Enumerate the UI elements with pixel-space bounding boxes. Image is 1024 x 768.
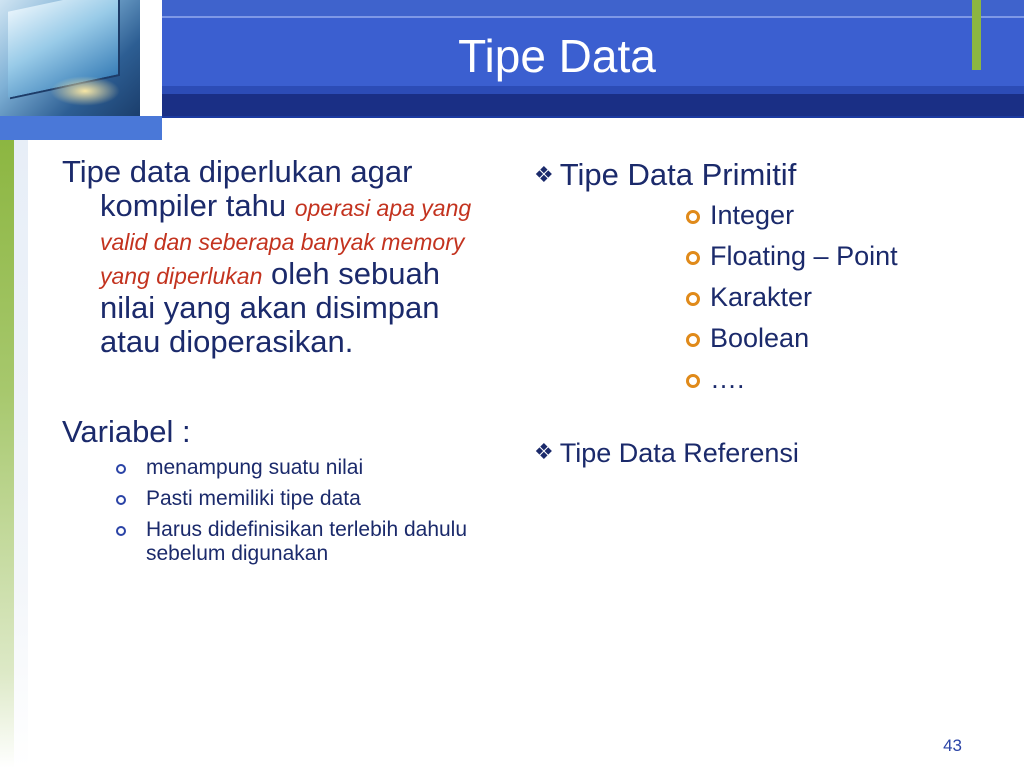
monitor-photo xyxy=(0,0,140,116)
orange-circle-bullet-icon xyxy=(686,251,700,265)
list-item xyxy=(686,318,994,359)
variabel-list xyxy=(62,456,472,566)
list-item-text: …. xyxy=(710,364,745,394)
orange-circle-bullet-icon xyxy=(686,292,700,306)
right-column xyxy=(534,155,994,498)
referensi-heading xyxy=(534,434,994,471)
list-item-text: Karakter xyxy=(710,282,813,312)
orange-circle-bullet-icon xyxy=(686,374,700,388)
header-divider xyxy=(162,86,1024,94)
circle-bullet-icon xyxy=(116,495,126,505)
list-item xyxy=(686,277,994,318)
monitor-glow xyxy=(50,76,120,106)
primitif-heading-text: Tipe Data Primitif xyxy=(559,157,797,192)
circle-bullet-icon xyxy=(116,526,126,536)
orange-circle-bullet-icon xyxy=(686,210,700,224)
header-top-bar xyxy=(162,0,1024,16)
definition-paragraph xyxy=(62,155,472,359)
diamond-bullet-icon: ❖ xyxy=(534,439,554,464)
header-dark-strip xyxy=(162,94,1024,116)
list-item-text: Harus didefinisikan terlebih dahulu sebelum digunakan xyxy=(146,518,468,565)
page-number: 43 xyxy=(943,736,962,755)
circle-bullet-icon xyxy=(116,464,126,474)
list-item-text: Integer xyxy=(710,200,795,230)
list-item xyxy=(686,236,994,277)
list-item-text: menampung suatu nilai xyxy=(146,456,364,479)
photo-frame xyxy=(140,0,162,116)
list-item xyxy=(114,518,472,566)
orange-circle-bullet-icon xyxy=(686,333,700,347)
left-light-stripe xyxy=(14,140,28,768)
paragraph-end: oleh sebuah nilai yang akan disimpan atau dioperasikan. xyxy=(100,256,440,359)
list-item-text: Floating – Point xyxy=(710,241,898,271)
paragraph-emphasis: operasi apa yang valid dan seberapa banyak memory yang diperlukan xyxy=(100,195,472,289)
list-item-text: Pasti memiliki tipe data xyxy=(146,487,361,510)
paragraph-start: Tipe data diperlukan agar kompiler tahu xyxy=(62,154,413,223)
list-item xyxy=(114,456,472,480)
green-accent-bar xyxy=(972,0,981,70)
photo-frame-bottom xyxy=(0,116,162,140)
diamond-bullet-icon: ❖ xyxy=(534,162,554,187)
primitif-heading xyxy=(534,155,994,195)
primitif-list xyxy=(534,195,994,400)
list-item-text: Boolean xyxy=(710,323,810,353)
slide-title: Tipe Data xyxy=(458,30,656,82)
variabel-heading: Variabel : xyxy=(62,414,191,449)
referensi-heading-text: Tipe Data Referensi xyxy=(559,438,799,468)
list-item xyxy=(686,359,994,400)
corner-monitor-image xyxy=(0,0,162,140)
list-item xyxy=(114,487,472,511)
left-green-stripe xyxy=(0,140,14,768)
left-column xyxy=(62,155,472,573)
list-item xyxy=(686,195,994,236)
